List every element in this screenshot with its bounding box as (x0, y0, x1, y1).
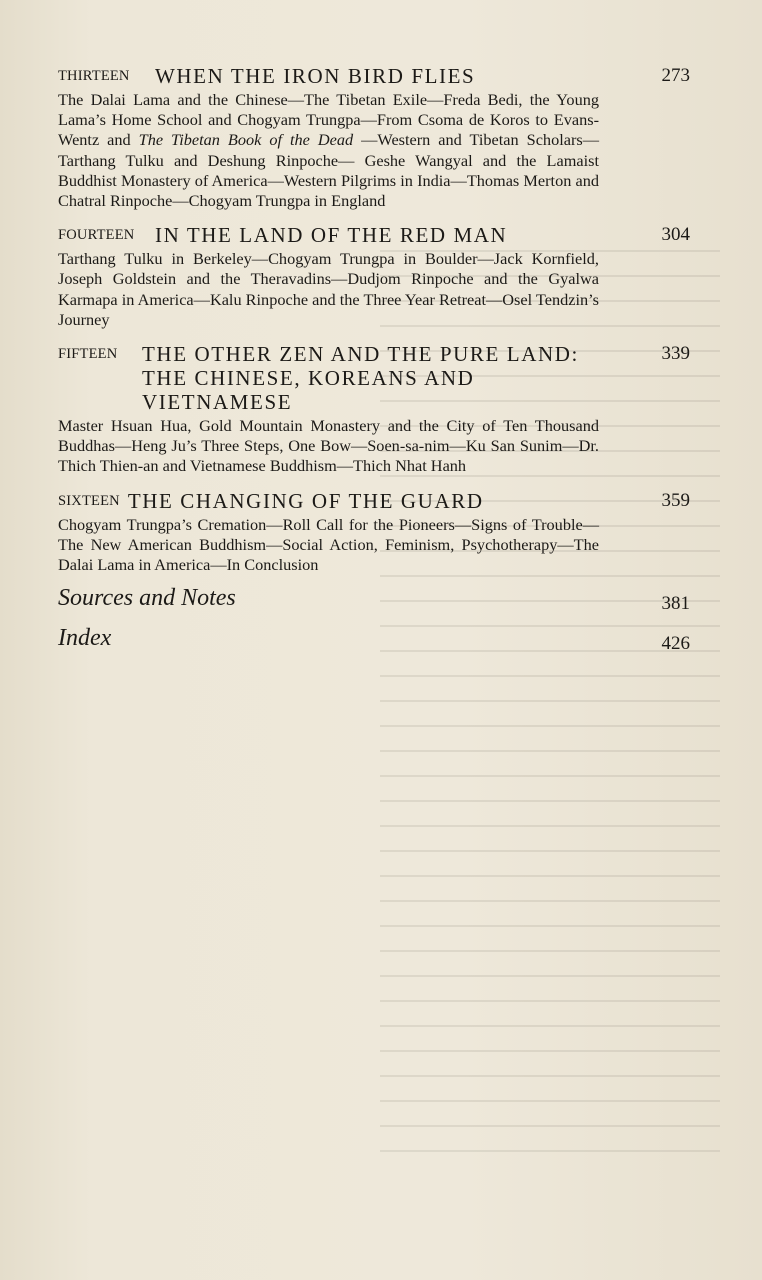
chapter-page-number: 304 (661, 224, 690, 246)
chapter-summary: Master Hsuan Hua, Gold Mountain Monastery and the City of Ten Thousand Buddhas—Heng Ju’s Three Steps, One Bow—Soen-sa-nim—Ku San Sunim—Dr. Thich Thien-an and Vietnamese Buddhism—Thich Nhat Hanh (58, 416, 599, 476)
chapter-page-number: 359 (661, 489, 690, 511)
chapter-14 (58, 221, 698, 330)
back-matter-sources (58, 585, 698, 625)
back-matter-title: Sources and Notes (58, 585, 236, 612)
chapter-heading (58, 62, 698, 88)
back-matter-page-number: 426 (661, 633, 690, 655)
chapter-page-number: 339 (661, 343, 690, 365)
chapter-number: FOURTEEN (58, 227, 135, 244)
summary-text: The Dalai Lama and the Chinese—The Tibetan Exile—Freda Bedi, the Young Lama’s Home School and Chogyam Trungpa—From Csoma de Koros to Evans-Wentz and (58, 90, 599, 150)
chapter-15 (58, 340, 698, 477)
book-title-italic: The Tibetan Book of the Dead (138, 130, 354, 150)
chapter-number: THIRTEEN (58, 68, 130, 84)
back-matter-index (58, 625, 698, 665)
chapter-13 (58, 62, 698, 211)
chapter-16 (58, 487, 698, 576)
back-matter-page-number: 381 (661, 593, 690, 615)
chapter-title: WHEN THE IRON BIRD FLIES (155, 64, 476, 88)
chapter-summary: Chogyam Trungpa’s Cremation—Roll Call for the Pioneers—Signs of Trouble—The New American Buddhism—Social Action, Feminism, Psychotherapy—The Dalai Lama in America—In Conclusion (58, 514, 599, 575)
back-matter-title: Index (58, 625, 112, 652)
chapter-title: THE CHANGING OF THE GUARD (127, 488, 484, 513)
chapter-title: IN THE LAND OF THE RED MAN (155, 223, 508, 248)
chapter-summary: Tarthang Tulku in Berkeley—Chogyam Trungpa in Boulder—Jack Kornfield, Joseph Goldstein and the Theravadins—Dudjom Rinpoche and the Gyalwa Karmapa in America—Kalu Rinpoche and the Three Year Retreat—Osel Tendzin’s Journey (58, 249, 599, 329)
chapter-summary (58, 90, 599, 211)
chapter-heading (58, 487, 698, 513)
table-of-contents (58, 62, 698, 665)
chapter-page-number: 273 (661, 65, 690, 86)
summary-text: —Western and Tibetan Scholars—Tarthang Tulku and Deshung Rinpoche— Geshe Wangyal and the Lamaist Buddhist Monastery of America—Western Pilgrims in India—Thomas Merton and Chatral Rinpoche—Chogyam Trungpa in England (58, 130, 599, 211)
chapter-title: THE OTHER ZEN AND THE PURE LAND: THE CHINESE, KOREANS AND VIETNAMESE (142, 342, 579, 415)
chapter-heading (58, 340, 698, 414)
chapter-heading (58, 221, 698, 247)
chapter-number: SIXTEEN (58, 492, 120, 509)
chapter-number: FIFTEEN (58, 346, 118, 363)
